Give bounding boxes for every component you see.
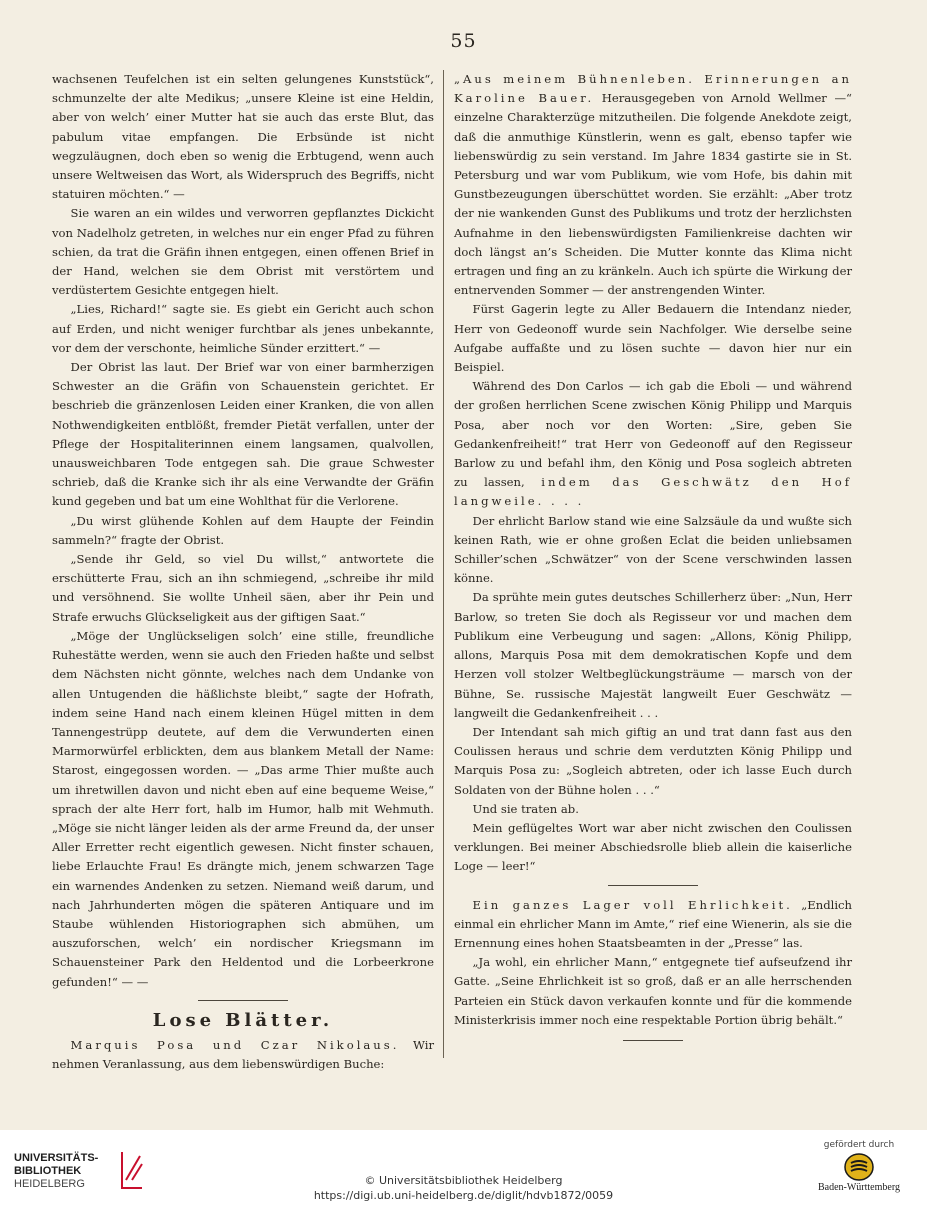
paragraph: Der ehrlicht Barlow stand wie eine Salzsäule da und wußte sich keinen Rath, wie er ohne großen Eclat die beiden unliebsamen Schiller’schen „Schwätzer“ von der Scene verschwinden lassen könne. bbox=[454, 513, 852, 586]
library-name-line: HEIDELBERG bbox=[14, 1178, 85, 1190]
paragraph: Da sprühte mein gutes deutsches Schillerherz über: „Nun, Herr Barlow, so treten Sie doch als Regisseur vor und machen dem Publikum eine Verbeugung und sagen: „Allons, König Philipp, allons, Marquis Posa mit dem demokratischen Kopfe und dem Herzen voll stolzer Weltbeglückungsträume — marsch von der Bühne, Se. russische Majestät langweilt Euer Geschwätz — langweilt die Gedankenfreiheit . . . bbox=[454, 590, 852, 720]
paragraph-text: Herausgegeben von Arnold Wellmer —“ einzelne Charakterzüge mitzutheilen. Die folgende Anekdote zeigt, daß die anmuthige Künstlerin, wenn es galt, ebenso tapfer wie liebenswürdig zu sein verstand. Im Jahre 1834 gastirte sie in St. Petersburg und war vom Publikum, wie vom Hofe, bis dahin mit Gunstbezeugungen überschüttet worden. Sie erzählt: „Aber trotz der nie wankenden Gunst des Publikums und trotz der herzlichsten Aufnahme in den liebenswürdigsten Familienkreise dachten wir doch längst an’s Scheiden. Die Mutter konnte das Klima nicht ertragen und fing an zu kränkeln. Auch ich spürte die Wirkung der entnervenden Sommer — der anstrengenden Winter. bbox=[454, 91, 852, 298]
paragraph: „Du wirst glühende Kohlen auf dem Haupte der Feindin sammeln?“ fragte der Obrist. bbox=[52, 513, 434, 547]
funder-label: gefördert durch bbox=[823, 1140, 895, 1150]
copyright-notice: © Universitätsbibliothek Heidelberg bbox=[364, 1174, 563, 1187]
paragraph bbox=[454, 70, 852, 300]
library-name-line: UNIVERSITÄTS- bbox=[14, 1152, 99, 1164]
right-column bbox=[454, 70, 852, 1041]
left-column bbox=[52, 70, 434, 1074]
paragraph: Der Obrist las laut. Der Brief war von einer barmherzigen Schwester an die Gräfin von Schauenstein gerichtet. Er beschrieb die gränzenlosen Leiden einer Kranken, die von allen Nothwendigkeiten entblößt, fremder Pietät verfallen, unter der Pflege der Hospitaliterinnen einem langsamen, qualvollen, unausweichbaren Tode entgegen sah. Die graue Schwester schrieb, daß die Kranke sich ihr als eine Verwandte der Gräfin kund gegeben und bat um eine Wohlthat für die Verlorene. bbox=[52, 360, 434, 509]
paragraph bbox=[454, 377, 852, 511]
paragraph-text: „Endlich einmal ein ehrlicher Mann im Amte,“ rief eine Wienerin, als sie die Ernennung eines hohen Staatsbeamten in der „Presse“ las. bbox=[454, 897, 852, 950]
permalink[interactable]: https://digi.ub.uni-heidelberg.de/diglit/hdvb1872/0059 bbox=[313, 1189, 614, 1202]
funder-block[interactable] bbox=[800, 1140, 918, 1193]
spaced-heading: Marquis Posa und Czar Nikolaus. bbox=[70, 1037, 400, 1052]
section-divider bbox=[608, 885, 698, 886]
digitization-footer bbox=[0, 1130, 927, 1205]
section-title: Lose Blätter. bbox=[152, 1009, 334, 1031]
page-number: 55 bbox=[450, 30, 477, 52]
paragraph: Sie waren an ein wildes und verworren gepflanztes Dickicht von Nadelholz getreten, in welches nur ein enger Pfad zu führen schien, da trat die Gräfin ihnen entgegen, einen offenen Brief in der Hand, welchen sie dem Obrist mit verstörtem und verdüstertem Gesichte entgegen hielt. bbox=[52, 206, 434, 298]
paragraph: „Sende ihr Geld, so viel Du willst,“ antwortete die erschütterte Frau, sich an ihn schmiegend, „schreibe ihr mild und versöhnend. Sie wollte Unheil säen, aber ihr Pein und Strafe erwuchs Glückseligkeit aus der giftigen Saat.“ bbox=[52, 552, 434, 624]
column-rule bbox=[443, 70, 444, 1058]
end-divider bbox=[623, 1040, 683, 1041]
paragraph: Mein geflügeltes Wort war aber nicht zwischen den Coulissen verklungen. Bei meiner Abschiedsrolle blieb allein die kaiserliche Loge — leer!“ bbox=[454, 820, 852, 874]
paragraph bbox=[52, 1036, 434, 1074]
spaced-heading: „Aus meinem Bühnenleben. Erinnerungen an Karoline Bauer. bbox=[454, 72, 852, 106]
funder-name: Baden-Württemberg bbox=[817, 1182, 900, 1193]
baden-wuerttemberg-coat-of-arms-icon bbox=[844, 1153, 874, 1181]
paragraph-text: Wir nehmen Veranlassung, aus dem liebenswürdigen Buche: bbox=[52, 1037, 434, 1072]
paragraph: Und sie traten ab. bbox=[472, 801, 579, 816]
paragraph: wachsenen Teufelchen ist ein selten gelungenes Kunststück“, schmunzelte der alte Medikus; „unsere Kleine ist eine Heldin, aber von welch’ einer Mutter hat sie auch das erste Blut, das pabulum vitae empfangen. Die Erbsünde ist nicht wegzuläugnen, doch eben so wenig die Erbtugend, wenn auch unsere Weltweisen das Wort, als Widerspruch des Begriffs, nicht statuiren möchten.“ — bbox=[52, 72, 434, 202]
paragraph-text: Während des Don Carlos — ich gab die Eboli — und während der großen herrlichen Scene zwischen König Philipp und Marquis Posa, aber noch vor den Worten: „Sire, geben Sie Gedankenfreiheit!“ trat Herr von Gedeonoff auf den Regisseur Barlow zu und befahl ihm, den König und Posa sogleich abtreten zu lassen, bbox=[454, 379, 852, 490]
spaced-heading: Ein ganzes Lager voll Ehrlichkeit. bbox=[472, 897, 793, 912]
paragraph: Der Intendant sah mich giftig an und trat dann fast aus den Coulissen heraus und schrie dem verdutzten König Philipp und Marquis Posa zu: „Sogleich abtreten, oder ich lasse Euch durch Soldaten von der Bühne holen . . .“ bbox=[454, 724, 852, 797]
section-divider bbox=[198, 1000, 288, 1001]
paragraph: Fürst Gagerin legte zu Aller Bedauern die Intendanz nieder, Herr von Gedeonoff wurde sein Nachfolger. Wie derselbe seine Aufgabe auffaßte und zu lösen suchte — davon hier nur ein Beispiel. bbox=[454, 302, 852, 375]
paragraph: „Ja wohl, ein ehrlicher Mann,“ entgegnete tief aufseufzend ihr Gatte. „Seine Ehrlichkeit ist so groß, daß er an alle herrschenden Parteien ein Stück davon verkaufen konnte und für die kommende Ministerkrisis immer noch eine respektable Portion übrig behält.“ bbox=[454, 955, 852, 1027]
library-name-line: BIBLIOTHEK bbox=[14, 1165, 82, 1177]
spaced-emphasis: indem das Geschwätz den Hof langweile. . . . bbox=[454, 475, 852, 509]
paragraph bbox=[454, 896, 852, 954]
paragraph: „Möge der Unglückseligen solch’ eine stille, freundliche Ruhestätte werden, wenn sie auch den Frieden haßte und selbst dem Nächsten nicht gönnte, welches nach dem Undanke von allen Untugenden die häßlichste bleibt,“ sagte der Hofrath, indem seine Hand nach einem kleinen Hügel mitten in dem Tannengestrüpp deutete, auf dem die Verwunderten einen Marmorwürfel erblickten, dem aus blankem Metall der Name: Starost, eingegossen worden. — „Das arme Thier mußte auch um ihretwillen davon und nicht eben auf eine bequeme Weise,“ sprach der alte Herr fort, halb im Humor, halb mit Wehmuth. „Möge sie nicht länger leiden als der arme Freund da, der unser Aller Erretter recht eigentlich gewesen. Nicht finster schauen, liebe Erlauchte Frau! Es drängte mich, jenem schwarzen Tage ein warnendes Andenken zu setzen. Niemand weiß darum, und nach Jahrhunderten mögen die späteren Antiquare und im Staube wühlenden Historiographen sich abmühen, um auszuforschen, welch’ ein nordischer Kriegsmann im Schauensteiner Park den Heldentod und die Lorbeerkrone gefunden!“ — — bbox=[52, 628, 434, 989]
paragraph: „Lies, Richard!“ sagte sie. Es giebt ein Gericht auch schon auf Erden, und nicht weniger furchtbar als jenes unbekannte, vor dem der verschonte, heimliche Sünder erzittert.“ — bbox=[52, 302, 434, 355]
